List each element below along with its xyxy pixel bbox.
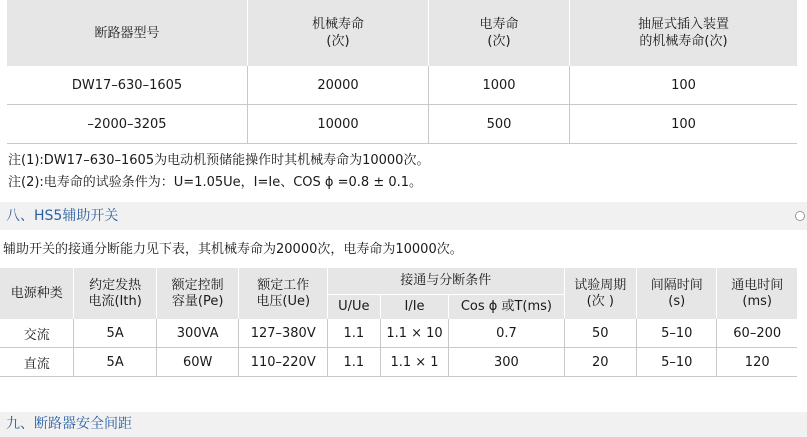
cell-rated-capacity: 60W <box>156 348 239 377</box>
section-heading-aux-switch <box>0 202 807 230</box>
cell-rated-capacity: 300VA <box>156 319 239 348</box>
cell-rated-voltage: 127–380V <box>239 319 327 348</box>
cell-power-type: 交流 <box>0 319 74 348</box>
cell-test-cycle: 20 <box>564 348 636 377</box>
cell-rated-current: 5A <box>74 348 156 377</box>
table-row <box>7 105 797 144</box>
cell-rated-current: 5A <box>74 319 156 348</box>
cell-test-cycle: 50 <box>564 319 636 348</box>
header-i-ie: I/Ie <box>380 295 449 320</box>
table-header-row <box>0 268 797 295</box>
header-rated-current: 约定发热 电流(Ith) <box>74 268 156 319</box>
header-breaker-model: 断路器型号 <box>7 0 248 66</box>
header-rated-voltage: 额定工作 电压(Ue) <box>239 268 327 319</box>
aux-switch-table <box>0 268 797 377</box>
table-header-row <box>7 0 797 66</box>
section-heading-safety-distance <box>0 412 807 437</box>
cell-cos-t: 300 <box>449 348 564 377</box>
table-row <box>0 319 797 348</box>
cell-interval: 5–10 <box>637 319 717 348</box>
cell-electrical-life: 1000 <box>429 66 570 105</box>
header-test-cycle: 试验周期 (次 ) <box>564 268 636 319</box>
cell-on-time: 120 <box>717 348 797 377</box>
cell-i-ie: 1.1 × 10 <box>380 319 449 348</box>
cell-model: –2000–3205 <box>7 105 248 144</box>
header-on-time: 通电时间 (ms) <box>717 268 797 319</box>
cell-interval: 5–10 <box>637 348 717 377</box>
section-title: 九、断路器安全间距 <box>6 416 132 432</box>
header-u-ue: U/Ue <box>327 295 380 320</box>
cell-model: DW17–630–1605 <box>7 66 248 105</box>
header-make-break: 接通与分断条件 <box>327 268 564 295</box>
table-row <box>7 66 797 105</box>
cell-rated-voltage: 110–220V <box>239 348 327 377</box>
cell-u-ue: 1.1 <box>327 319 380 348</box>
cell-electrical-life: 500 <box>429 105 570 144</box>
header-rated-capacity: 额定控制 容量(Pe) <box>156 268 239 319</box>
header-power-type: 电源种类 <box>0 268 74 319</box>
breaker-life-table <box>7 0 797 144</box>
header-drawer-life: 抽屉式插入装置 的机械寿命(次) <box>570 0 798 66</box>
cell-power-type: 直流 <box>0 348 74 377</box>
footnote-1: 注(1):DW17–630–1605为电动机预储能操作时其机械寿命为10000次。 <box>8 153 430 168</box>
header-mechanical-life: 机械寿命 (次) <box>248 0 429 66</box>
cell-drawer-life: 100 <box>570 66 798 105</box>
section-title: 八、HS5辅助开关 <box>6 208 119 224</box>
intro-paragraph: 辅助开关的接通分断能力见下表，其机械寿命为20000次，电寿命为10000次。 <box>3 242 463 257</box>
footnote-2: 注(2):电寿命的试验条件为：U=1.05Ue，I=Ie、COS ϕ =0.8 ± 0.1。 <box>8 175 423 190</box>
header-electrical-life: 电寿命 (次) <box>429 0 570 66</box>
header-cos-t: Cos ϕ 或T(ms) <box>449 295 564 320</box>
cell-mechanical-life: 10000 <box>248 105 429 144</box>
header-interval: 间隔时间 (s) <box>637 268 717 319</box>
cell-drawer-life: 100 <box>570 105 798 144</box>
cell-mechanical-life: 20000 <box>248 66 429 105</box>
table-row <box>0 348 797 377</box>
cell-u-ue: 1.1 <box>327 348 380 377</box>
cell-i-ie: 1.1 × 1 <box>380 348 449 377</box>
circle-marker-icon <box>795 211 805 221</box>
cell-cos-t: 0.7 <box>449 319 564 348</box>
cell-on-time: 60–200 <box>717 319 797 348</box>
